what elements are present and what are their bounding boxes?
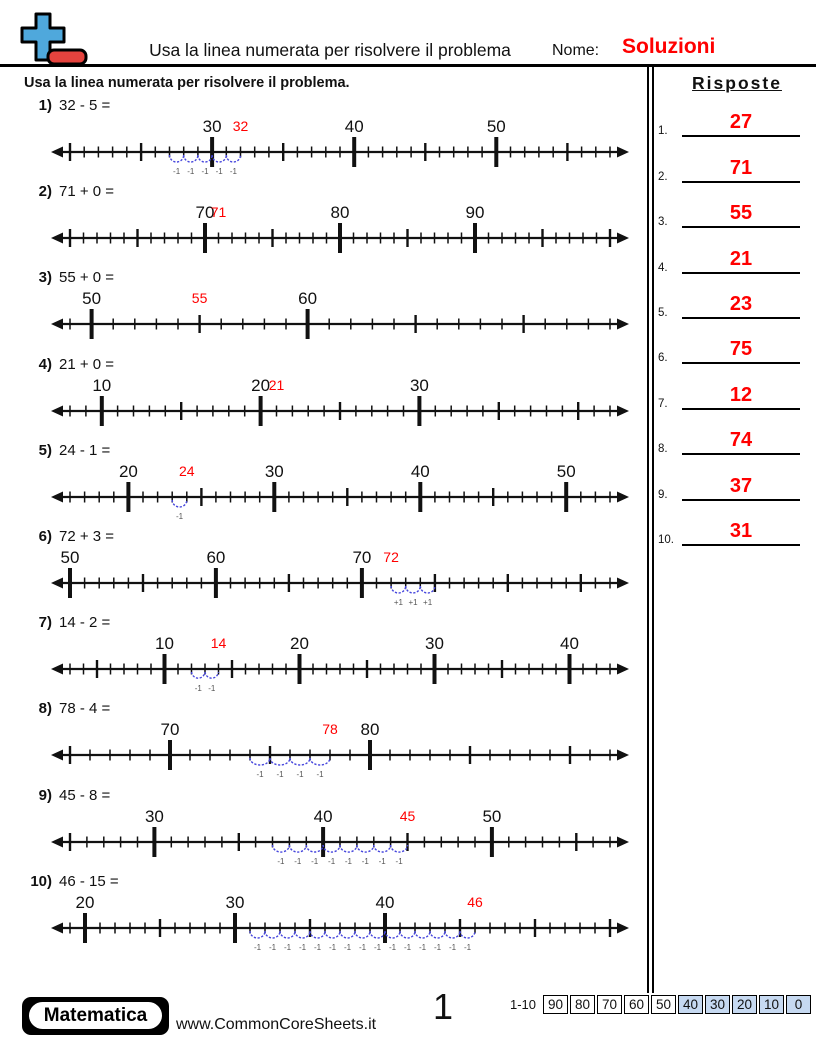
hop-arc	[192, 672, 206, 678]
tick-label: 20	[118, 461, 138, 481]
hop-arc	[357, 845, 374, 852]
tick-label: 70	[160, 720, 180, 740]
problem-expression: 71 + 0 =	[59, 183, 115, 201]
score-range-label: 1-10	[509, 997, 536, 1012]
answer-row	[652, 514, 812, 559]
tick-label: 90	[465, 203, 485, 223]
tick-label: 10	[92, 375, 112, 395]
tick-label: 20	[75, 892, 95, 912]
number-line	[50, 116, 630, 182]
problem-expression: 78 - 4 =	[59, 700, 111, 718]
red-position-label: 72	[383, 548, 399, 565]
hop-arc	[273, 845, 290, 852]
hop-arc	[250, 931, 265, 938]
tick-label: 10	[155, 634, 174, 654]
answer-number: 7.	[658, 397, 668, 410]
tick-label: 50	[556, 461, 576, 481]
hop-arc	[323, 845, 340, 852]
hop-step-label: -1	[296, 770, 304, 780]
red-position-label: 46	[467, 893, 483, 910]
hop-arc	[205, 672, 219, 678]
answer-blank-line	[682, 385, 800, 410]
tick-label: 60	[298, 289, 318, 309]
tick-label: 70	[195, 203, 215, 223]
tick-label: 20	[251, 375, 271, 395]
answer-row	[652, 105, 812, 150]
problem-expression: 45 - 8 =	[59, 786, 111, 804]
instruction-text: Usa la linea numerata per risolvere il problema.	[24, 75, 350, 91]
right-arrow	[617, 491, 629, 502]
problem-expression: 14 - 2 =	[59, 614, 111, 632]
problem-expression: 32 - 5 =	[59, 97, 111, 114]
hop-arc	[340, 931, 355, 938]
problem-head	[24, 700, 646, 719]
problem-head	[24, 183, 646, 202]
tick-label: 20	[290, 634, 309, 654]
problem-row	[24, 183, 646, 269]
hop-arc	[325, 931, 340, 938]
hop-step-label: -1	[229, 167, 237, 176]
answer-value: 37	[729, 474, 753, 497]
answers-list	[652, 105, 812, 559]
hop-arc	[184, 155, 198, 162]
problem-number: 6)	[38, 527, 52, 545]
tick-label: 40	[560, 634, 579, 654]
answer-value: 27	[729, 111, 753, 134]
answer-number: 9.	[658, 488, 668, 501]
score-cell: 30	[705, 995, 730, 1014]
right-arrow	[617, 664, 629, 675]
hop-step-label: -1	[328, 856, 336, 866]
problem-number: 4)	[38, 355, 52, 373]
tick-label: 40	[410, 461, 430, 481]
red-position-label: 14	[210, 635, 227, 652]
problem-head	[24, 269, 646, 288]
number-line	[50, 719, 630, 785]
score-cells	[541, 995, 811, 1014]
right-arrow	[617, 836, 629, 847]
answers-title: Risposte	[692, 73, 782, 93]
tick-label: 30	[202, 117, 222, 136]
problem-number: 2)	[38, 183, 52, 201]
page-number: 1	[432, 986, 454, 1027]
answer-row	[652, 332, 812, 377]
hop-arc	[391, 845, 408, 852]
right-arrow	[617, 233, 629, 244]
hop-step-label: -1	[313, 942, 322, 952]
tick-label: 40	[313, 806, 333, 826]
number-line	[50, 806, 630, 872]
answer-row	[652, 150, 812, 195]
left-arrow	[51, 664, 63, 675]
number-line	[50, 633, 630, 699]
score-strip	[510, 995, 811, 1014]
answer-row	[652, 287, 812, 332]
brand-name: Matematica	[29, 1002, 162, 1029]
hop-step-label: -1	[256, 770, 264, 780]
answer-number: 1.	[658, 125, 668, 138]
left-arrow	[51, 319, 63, 330]
hop-step-label: -1	[344, 856, 352, 866]
answer-row	[652, 468, 812, 513]
tick-label: 50	[486, 117, 506, 136]
left-arrow	[51, 405, 63, 416]
hop-arc	[295, 931, 310, 938]
problem-row	[24, 97, 646, 183]
hop-step-label: -1	[373, 942, 382, 952]
score-cell: 90	[543, 995, 568, 1014]
answer-value: 21	[729, 247, 753, 270]
hop-arc	[310, 931, 325, 938]
hop-arc	[445, 931, 460, 938]
score-cell: 40	[678, 995, 703, 1014]
tick-label: 30	[425, 634, 444, 654]
number-line	[50, 461, 630, 527]
hop-step-label: -1	[175, 511, 184, 521]
hop-step-label: -1	[361, 856, 369, 866]
answer-row	[652, 196, 812, 241]
problem-row	[24, 787, 646, 873]
tick-label: 30	[409, 375, 429, 395]
problem-head	[24, 97, 646, 116]
number-line	[50, 202, 630, 268]
tick-label: 50	[482, 806, 502, 826]
brand-badge	[22, 997, 169, 1035]
page-title: Usa la linea numerata per risolvere il problema	[149, 40, 511, 60]
number-line	[50, 547, 630, 613]
problem-expression: 21 + 0 =	[59, 355, 115, 373]
problem-number: 3)	[38, 269, 52, 287]
hop-arc	[172, 500, 187, 507]
answer-blank-line	[682, 158, 800, 183]
right-arrow	[617, 147, 629, 158]
answer-value: 75	[729, 338, 753, 361]
tick-label: 80	[330, 203, 350, 223]
number-line	[50, 288, 630, 354]
hop-arc	[400, 931, 415, 938]
hop-step-label: +1	[393, 597, 403, 607]
hop-arc	[270, 758, 290, 765]
hop-step-label: -1	[298, 942, 307, 952]
left-arrow	[51, 577, 63, 588]
hop-step-label: -1	[294, 856, 302, 866]
red-position-label: 32	[232, 118, 249, 134]
hop-arc	[391, 586, 406, 593]
right-arrow	[617, 577, 629, 588]
name-label: Nome:	[552, 42, 600, 59]
problems-list	[24, 97, 646, 959]
answer-blank-line	[682, 203, 800, 228]
answer-value: 31	[729, 519, 753, 542]
hop-arc	[310, 758, 330, 765]
right-arrow	[617, 750, 629, 761]
problem-row	[24, 614, 646, 700]
answer-blank-line	[682, 476, 800, 501]
name-value: Soluzioni	[622, 35, 716, 58]
answer-value: 55	[729, 202, 753, 225]
left-arrow	[51, 922, 63, 933]
tick-label: 70	[352, 547, 372, 567]
hop-step-label: -1	[448, 942, 457, 952]
hop-step-label: -1	[276, 770, 284, 780]
hop-step-label: -1	[253, 942, 262, 952]
tick-label: 50	[60, 547, 80, 567]
hop-step-label: -1	[328, 942, 337, 952]
answer-value: 12	[729, 383, 753, 406]
hop-step-label: -1	[173, 167, 181, 176]
tick-label: 60	[206, 547, 226, 567]
hop-step-label: -1	[283, 942, 292, 952]
hop-step-label: -1	[277, 856, 285, 866]
score-cell: 20	[732, 995, 757, 1014]
hop-step-label: -1	[187, 167, 195, 176]
hop-arc	[370, 931, 385, 938]
hop-arc	[306, 845, 323, 852]
problem-number: 7)	[38, 614, 52, 632]
hop-step-label: -1	[463, 942, 472, 952]
website-url: www.CommonCoreSheets.it	[176, 1016, 377, 1033]
answer-number: 8.	[658, 443, 668, 456]
problem-head	[24, 873, 646, 892]
hop-step-label: -1	[268, 942, 277, 952]
answer-blank-line	[682, 294, 800, 319]
problem-number: 10)	[30, 872, 52, 890]
hop-arc	[430, 931, 445, 938]
hop-arc	[226, 155, 240, 162]
answer-number: 5.	[658, 306, 668, 319]
problem-row	[24, 700, 646, 786]
score-cell: 0	[786, 995, 811, 1014]
hop-step-label: -1	[388, 942, 397, 952]
problem-number: 5)	[38, 441, 52, 459]
problem-head	[24, 356, 646, 375]
problem-expression: 46 - 15 =	[59, 872, 119, 890]
header-divider	[0, 64, 816, 67]
score-cell: 80	[570, 995, 595, 1014]
tick-label: 30	[144, 806, 164, 826]
hop-step-label: +1	[408, 597, 418, 607]
answer-blank-line	[682, 339, 800, 364]
tick-label: 50	[82, 289, 102, 309]
tick-label: 30	[225, 892, 245, 912]
hop-step-label: -1	[395, 856, 403, 866]
problem-number: 1)	[38, 97, 52, 114]
hop-step-label: -1	[215, 167, 223, 176]
answer-row	[652, 423, 812, 468]
hop-arc	[340, 845, 357, 852]
hop-arc	[250, 758, 270, 765]
answer-value: 23	[729, 292, 753, 315]
answer-number: 6.	[658, 352, 668, 365]
hop-arc	[290, 758, 310, 765]
number-line	[50, 375, 630, 441]
hop-step-label: -1	[343, 942, 352, 952]
problem-row	[24, 442, 646, 528]
answer-row	[652, 241, 812, 286]
red-position-label: 78	[322, 721, 338, 738]
problem-head	[24, 787, 646, 806]
answer-blank-line	[682, 430, 800, 455]
hop-arc	[280, 931, 295, 938]
problem-number: 8)	[38, 700, 52, 718]
answer-value: 74	[729, 429, 753, 452]
answer-row	[652, 377, 812, 422]
problem-expression: 72 + 3 =	[59, 527, 115, 545]
score-cell: 50	[651, 995, 676, 1014]
tick-label: 40	[344, 117, 364, 136]
hop-step-label: -1	[316, 770, 324, 780]
score-cell: 60	[624, 995, 649, 1014]
hop-step-label: -1	[311, 856, 319, 866]
hop-arc	[212, 155, 226, 162]
red-position-label: 45	[399, 807, 416, 824]
left-arrow	[51, 147, 63, 158]
problem-row	[24, 528, 646, 614]
answer-blank-line	[682, 249, 800, 274]
number-line	[50, 892, 630, 958]
problem-row	[24, 269, 646, 355]
hop-step-label: +1	[423, 597, 433, 607]
hop-step-label: -1	[418, 942, 427, 952]
hop-arc	[170, 155, 184, 162]
right-arrow	[617, 405, 629, 416]
left-arrow	[51, 233, 63, 244]
hop-step-label: -1	[378, 856, 386, 866]
right-arrow	[617, 319, 629, 330]
hop-arc	[289, 845, 306, 852]
tick-label: 30	[264, 461, 284, 481]
tick-label: 40	[375, 892, 395, 912]
answer-number: 4.	[658, 261, 668, 274]
red-position-label: 55	[191, 290, 208, 307]
hop-arc	[460, 931, 475, 938]
problem-expression: 24 - 1 =	[59, 441, 111, 459]
answer-number: 10.	[658, 533, 674, 546]
answer-number: 3.	[658, 216, 668, 229]
hop-arc	[420, 586, 435, 593]
hop-step-label: -1	[194, 684, 202, 694]
hop-arc	[385, 931, 400, 938]
tick-label: 80	[360, 720, 380, 740]
right-arrow	[617, 922, 629, 933]
hop-arc	[415, 931, 430, 938]
left-arrow	[51, 750, 63, 761]
left-arrow	[51, 836, 63, 847]
hop-arc	[355, 931, 370, 938]
hop-step-label: -1	[208, 684, 216, 694]
hop-step-label: -1	[358, 942, 367, 952]
score-cell: 10	[759, 995, 784, 1014]
answer-value: 71	[729, 156, 753, 179]
red-position-label: 24	[179, 462, 195, 479]
problem-head	[24, 528, 646, 547]
hop-arc	[406, 586, 421, 593]
hop-arc	[374, 845, 391, 852]
answer-blank-line	[682, 112, 800, 137]
score-cell: 70	[597, 995, 622, 1014]
problem-number: 9)	[38, 786, 52, 804]
hop-step-label: -1	[403, 942, 412, 952]
hop-arc	[265, 931, 280, 938]
problem-head	[24, 614, 646, 633]
problem-expression: 55 + 0 =	[59, 269, 115, 287]
answer-number: 2.	[658, 170, 668, 183]
problem-head	[24, 442, 646, 461]
hop-step-label: -1	[433, 942, 442, 952]
red-position-label: 21	[268, 376, 285, 393]
hop-step-label: -1	[201, 167, 209, 176]
hop-arc	[198, 155, 212, 162]
red-position-label: 71	[210, 204, 227, 221]
problem-row	[24, 356, 646, 442]
left-arrow	[51, 491, 63, 502]
answer-blank-line	[682, 521, 800, 546]
problem-row	[24, 873, 646, 959]
